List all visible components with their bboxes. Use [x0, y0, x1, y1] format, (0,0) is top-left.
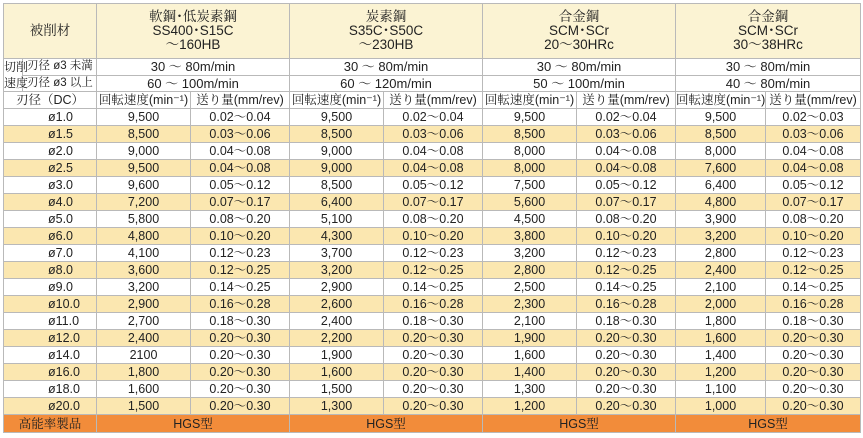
rpm-cell: 1,400 [676, 347, 766, 364]
table-row [4, 262, 861, 279]
feed-cell: 0.04〜0.08 [191, 143, 290, 160]
rpm-cell: 2,900 [290, 279, 384, 296]
material-column-3 [483, 4, 676, 59]
cutting-speed-row-large [4, 75, 861, 92]
table-row [4, 296, 861, 313]
feed-cell: 0.10〜0.20 [577, 228, 676, 245]
rpm-cell: 9,500 [97, 160, 191, 177]
feed-cell: 0.18〜0.30 [766, 313, 861, 330]
diameter-cell: ø4.0 [4, 194, 97, 211]
rpm-cell: 1,300 [483, 381, 577, 398]
feed-cell: 0.20〜0.30 [577, 398, 676, 415]
feed-cell: 0.12〜0.23 [766, 245, 861, 262]
rpm-header: 回転速度(min⁻¹) [290, 92, 384, 109]
rpm-cell: 3,200 [676, 228, 766, 245]
rpm-cell: 1,600 [483, 347, 577, 364]
rpm-cell: 3,200 [290, 262, 384, 279]
cutting-speed-label-line2: 速度 [4, 76, 29, 91]
feed-cell: 0.20〜0.30 [766, 381, 861, 398]
feed-cell: 0.20〜0.30 [191, 330, 290, 347]
feed-cell: 0.02〜0.04 [577, 109, 676, 126]
rpm-cell: 3,200 [97, 279, 191, 296]
diameter-cell: ø5.0 [4, 211, 97, 228]
product-type: HGS型 [290, 415, 483, 433]
diameter-cell: ø16.0 [4, 364, 97, 381]
feed-cell: 0.14〜0.25 [191, 279, 290, 296]
rpm-cell: 5,600 [483, 194, 577, 211]
rpm-cell: 1,200 [483, 398, 577, 415]
diameter-cell: ø11.0 [4, 313, 97, 330]
feed-cell: 0.14〜0.25 [384, 279, 483, 296]
rpm-cell: 2,800 [483, 262, 577, 279]
rpm-cell: 9,000 [290, 160, 384, 177]
rpm-cell: 8,500 [483, 126, 577, 143]
rpm-cell: 2,900 [97, 296, 191, 313]
material-grade: SCM･SCr [738, 22, 799, 38]
rpm-cell: 1,000 [676, 398, 766, 415]
table-row [4, 160, 861, 177]
feed-cell: 0.20〜0.30 [577, 347, 676, 364]
rpm-cell: 3,600 [97, 262, 191, 279]
table-row [4, 109, 861, 126]
rpm-cell: 1,600 [290, 364, 384, 381]
rpm-cell: 1,200 [676, 364, 766, 381]
material-grade: SS400･S15C [152, 22, 234, 38]
diameter-cell: ø6.0 [4, 228, 97, 245]
table-row [4, 364, 861, 381]
material-name: 軟鋼･低炭素鋼 [149, 8, 237, 24]
table-row [4, 245, 861, 262]
material-column-2 [290, 4, 483, 59]
rpm-cell: 6,400 [676, 177, 766, 194]
feed-cell: 0.04〜0.08 [577, 143, 676, 160]
material-name: 合金鋼 [747, 8, 789, 24]
feed-cell: 0.10〜0.20 [384, 228, 483, 245]
column-header-row [4, 92, 861, 109]
rpm-cell: 8,000 [483, 160, 577, 177]
feed-cell: 0.03〜0.06 [384, 126, 483, 143]
feed-cell: 0.16〜0.28 [191, 296, 290, 313]
feed-cell: 0.20〜0.30 [766, 330, 861, 347]
table-row [4, 279, 861, 296]
feed-cell: 0.20〜0.30 [577, 364, 676, 381]
feed-cell: 0.04〜0.08 [191, 160, 290, 177]
rpm-cell: 1,800 [676, 313, 766, 330]
rpm-cell: 1,600 [97, 381, 191, 398]
feed-cell: 0.20〜0.30 [191, 347, 290, 364]
speed-value: 40 〜 80m/min [676, 75, 861, 92]
rpm-cell: 4,800 [676, 194, 766, 211]
table-row [4, 347, 861, 364]
data-rows [4, 109, 861, 415]
cutting-speed-label [4, 59, 29, 92]
feed-cell: 0.12〜0.23 [191, 245, 290, 262]
rpm-cell: 8,500 [676, 126, 766, 143]
feed-cell: 0.05〜0.12 [766, 177, 861, 194]
footer-row [4, 415, 861, 433]
diameter-cell: ø8.0 [4, 262, 97, 279]
speed-value: 30 〜 80m/min [97, 59, 290, 76]
feed-cell: 0.05〜0.12 [191, 177, 290, 194]
material-hardness: 〜230HB [358, 37, 414, 53]
rpm-cell: 4,100 [97, 245, 191, 262]
feed-cell: 0.07〜0.17 [766, 194, 861, 211]
cutting-speed-label-line1: 切削 [4, 60, 29, 74]
feed-cell: 0.12〜0.25 [577, 262, 676, 279]
feed-cell: 0.12〜0.25 [384, 262, 483, 279]
rpm-cell: 2100 [97, 347, 191, 364]
rpm-cell: 8,500 [97, 126, 191, 143]
rpm-cell: 3,200 [483, 245, 577, 262]
speed-condition-under-3: 刃径 ø3 未満 [23, 59, 97, 76]
speed-condition-3-and-over: 刃径 ø3 以上 [23, 75, 97, 92]
rpm-cell: 6,400 [290, 194, 384, 211]
work-material-label: 被削材 [4, 4, 97, 59]
feed-cell: 0.08〜0.20 [191, 211, 290, 228]
table-row [4, 381, 861, 398]
feed-cell: 0.03〜0.06 [766, 126, 861, 143]
feed-cell: 0.04〜0.08 [766, 143, 861, 160]
product-type: HGS型 [676, 415, 861, 433]
feed-cell: 0.02〜0.03 [766, 109, 861, 126]
cutting-conditions-table-wrapper [3, 3, 860, 433]
diameter-cell: ø7.0 [4, 245, 97, 262]
cutting-conditions-table [3, 3, 861, 433]
diameter-cell: ø1.5 [4, 126, 97, 143]
rpm-cell: 3,800 [483, 228, 577, 245]
rpm-cell: 5,100 [290, 211, 384, 228]
material-hardness: 〜160HB [165, 37, 221, 53]
speed-value: 50 〜 100m/min [483, 75, 676, 92]
rpm-cell: 2,300 [483, 296, 577, 313]
rpm-cell: 8,500 [290, 126, 384, 143]
diameter-cell: ø20.0 [4, 398, 97, 415]
rpm-cell: 9,500 [483, 109, 577, 126]
feed-cell: 0.05〜0.12 [577, 177, 676, 194]
rpm-cell: 9,000 [97, 143, 191, 160]
feed-cell: 0.20〜0.30 [384, 330, 483, 347]
speed-value: 30 〜 80m/min [290, 59, 483, 76]
rpm-cell: 9,500 [290, 109, 384, 126]
table-row [4, 313, 861, 330]
rpm-cell: 1,900 [290, 347, 384, 364]
rpm-cell: 3,700 [290, 245, 384, 262]
rpm-cell: 2,200 [290, 330, 384, 347]
diameter-cell: ø2.5 [4, 160, 97, 177]
feed-cell: 0.16〜0.28 [384, 296, 483, 313]
feed-cell: 0.08〜0.20 [384, 211, 483, 228]
feed-cell: 0.20〜0.30 [766, 398, 861, 415]
feed-cell: 0.07〜0.17 [577, 194, 676, 211]
material-name: 炭素鋼 [365, 8, 407, 24]
rpm-cell: 8,000 [676, 143, 766, 160]
feed-cell: 0.04〜0.08 [577, 160, 676, 177]
product-type: HGS型 [97, 415, 290, 433]
rpm-cell: 7,600 [676, 160, 766, 177]
rpm-cell: 7,500 [483, 177, 577, 194]
feed-cell: 0.14〜0.25 [766, 279, 861, 296]
rpm-cell: 4,800 [97, 228, 191, 245]
feed-cell: 0.12〜0.25 [766, 262, 861, 279]
rpm-cell: 2,100 [483, 313, 577, 330]
rpm-cell: 9,000 [290, 143, 384, 160]
diameter-cell: ø3.0 [4, 177, 97, 194]
table-row [4, 228, 861, 245]
rpm-cell: 2,100 [676, 279, 766, 296]
feed-cell: 0.02〜0.04 [191, 109, 290, 126]
cutting-speed-row-small [4, 59, 861, 76]
rpm-cell: 4,500 [483, 211, 577, 228]
material-header-row [4, 4, 861, 59]
rpm-header: 回転速度(min⁻¹) [676, 93, 766, 108]
feed-cell: 0.20〜0.30 [384, 381, 483, 398]
feed-cell: 0.02〜0.04 [384, 109, 483, 126]
table-row [4, 211, 861, 228]
rpm-cell: 2,600 [290, 296, 384, 313]
table-row [4, 126, 861, 143]
speed-value: 60 〜 120m/min [290, 75, 483, 92]
diameter-cell: ø12.0 [4, 330, 97, 347]
diameter-cell: ø18.0 [4, 381, 97, 398]
feed-cell: 0.04〜0.08 [766, 160, 861, 177]
feed-cell: 0.04〜0.08 [384, 143, 483, 160]
table-row [4, 330, 861, 347]
speed-value: 60 〜 100m/min [97, 75, 290, 92]
feed-header: 送り量(mm/rev) [191, 92, 290, 109]
speed-value: 30 〜 80m/min [676, 59, 861, 76]
rpm-cell: 1,900 [483, 330, 577, 347]
feed-cell: 0.12〜0.23 [577, 245, 676, 262]
diameter-cell: ø10.0 [4, 296, 97, 313]
rpm-cell: 9,500 [676, 109, 766, 126]
rpm-cell: 2,400 [97, 330, 191, 347]
product-type: HGS型 [483, 415, 676, 433]
feed-cell: 0.04〜0.08 [384, 160, 483, 177]
feed-header: 送り量(mm/rev) [577, 92, 676, 109]
feed-cell: 0.20〜0.30 [191, 398, 290, 415]
diameter-cell: ø14.0 [4, 347, 97, 364]
diameter-cell: ø1.0 [4, 109, 97, 126]
rpm-cell: 1,600 [676, 330, 766, 347]
feed-cell: 0.05〜0.12 [384, 177, 483, 194]
rpm-cell: 2,000 [676, 296, 766, 313]
table-row [4, 143, 861, 160]
rpm-header: 回転速度(min⁻¹) [97, 92, 191, 109]
rpm-cell: 2,500 [483, 279, 577, 296]
feed-cell: 0.20〜0.30 [384, 398, 483, 415]
feed-cell: 0.14〜0.25 [577, 279, 676, 296]
rpm-cell: 9,500 [97, 109, 191, 126]
rpm-cell: 1,100 [676, 381, 766, 398]
material-hardness: 30〜38HRc [733, 37, 803, 53]
material-grade: SCM･SCr [549, 22, 610, 38]
feed-cell: 0.18〜0.30 [384, 313, 483, 330]
feed-cell: 0.20〜0.30 [766, 347, 861, 364]
rpm-cell: 2,700 [97, 313, 191, 330]
speed-value: 30 〜 80m/min [483, 59, 676, 76]
rpm-cell: 5,800 [97, 211, 191, 228]
rpm-cell: 2,800 [676, 245, 766, 262]
feed-cell: 0.18〜0.30 [191, 313, 290, 330]
feed-header: 送り量(mm/rev) [766, 92, 861, 109]
feed-cell: 0.20〜0.30 [384, 364, 483, 381]
material-column-1 [97, 4, 290, 59]
feed-cell: 0.16〜0.28 [577, 296, 676, 313]
feed-cell: 0.12〜0.25 [191, 262, 290, 279]
rpm-header: 回転速度(min⁻¹) [483, 92, 577, 109]
rpm-cell: 8,000 [483, 143, 577, 160]
feed-cell: 0.12〜0.23 [384, 245, 483, 262]
diameter-header: 刃径（DC） [4, 92, 97, 109]
rpm-cell: 2,400 [290, 313, 384, 330]
feed-cell: 0.20〜0.30 [577, 330, 676, 347]
feed-cell: 0.08〜0.20 [766, 211, 861, 228]
table-row [4, 398, 861, 415]
feed-header: 送り量(mm/rev) [384, 92, 483, 109]
rpm-cell: 7,200 [97, 194, 191, 211]
rpm-cell: 1,500 [97, 398, 191, 415]
feed-cell: 0.08〜0.20 [577, 211, 676, 228]
rpm-cell: 1,300 [290, 398, 384, 415]
table-row [4, 177, 861, 194]
feed-cell: 0.10〜0.20 [766, 228, 861, 245]
rpm-cell: 1,400 [483, 364, 577, 381]
feed-cell: 0.20〜0.30 [577, 381, 676, 398]
diameter-cell: ø9.0 [4, 279, 97, 296]
feed-cell: 0.03〜0.06 [191, 126, 290, 143]
rpm-cell: 8,500 [290, 177, 384, 194]
high-efficiency-label: 高能率製品 [4, 415, 97, 433]
feed-cell: 0.20〜0.30 [766, 364, 861, 381]
feed-cell: 0.16〜0.28 [766, 296, 861, 313]
rpm-cell: 2,400 [676, 262, 766, 279]
material-name: 合金鋼 [558, 8, 600, 24]
diameter-cell: ø2.0 [4, 143, 97, 160]
rpm-cell: 3,900 [676, 211, 766, 228]
feed-cell: 0.03〜0.06 [577, 126, 676, 143]
feed-cell: 0.10〜0.20 [191, 228, 290, 245]
feed-cell: 0.07〜0.17 [384, 194, 483, 211]
material-grade: S35C･S50C [348, 22, 424, 38]
rpm-cell: 1,800 [97, 364, 191, 381]
feed-cell: 0.20〜0.30 [191, 381, 290, 398]
rpm-cell: 9,600 [97, 177, 191, 194]
feed-cell: 0.20〜0.30 [384, 347, 483, 364]
table-row [4, 194, 861, 211]
feed-cell: 0.18〜0.30 [577, 313, 676, 330]
material-hardness: 20〜30HRc [544, 37, 614, 53]
feed-cell: 0.07〜0.17 [191, 194, 290, 211]
rpm-cell: 4,300 [290, 228, 384, 245]
rpm-cell: 1,500 [290, 381, 384, 398]
material-column-4 [676, 4, 861, 59]
feed-cell: 0.20〜0.30 [191, 364, 290, 381]
